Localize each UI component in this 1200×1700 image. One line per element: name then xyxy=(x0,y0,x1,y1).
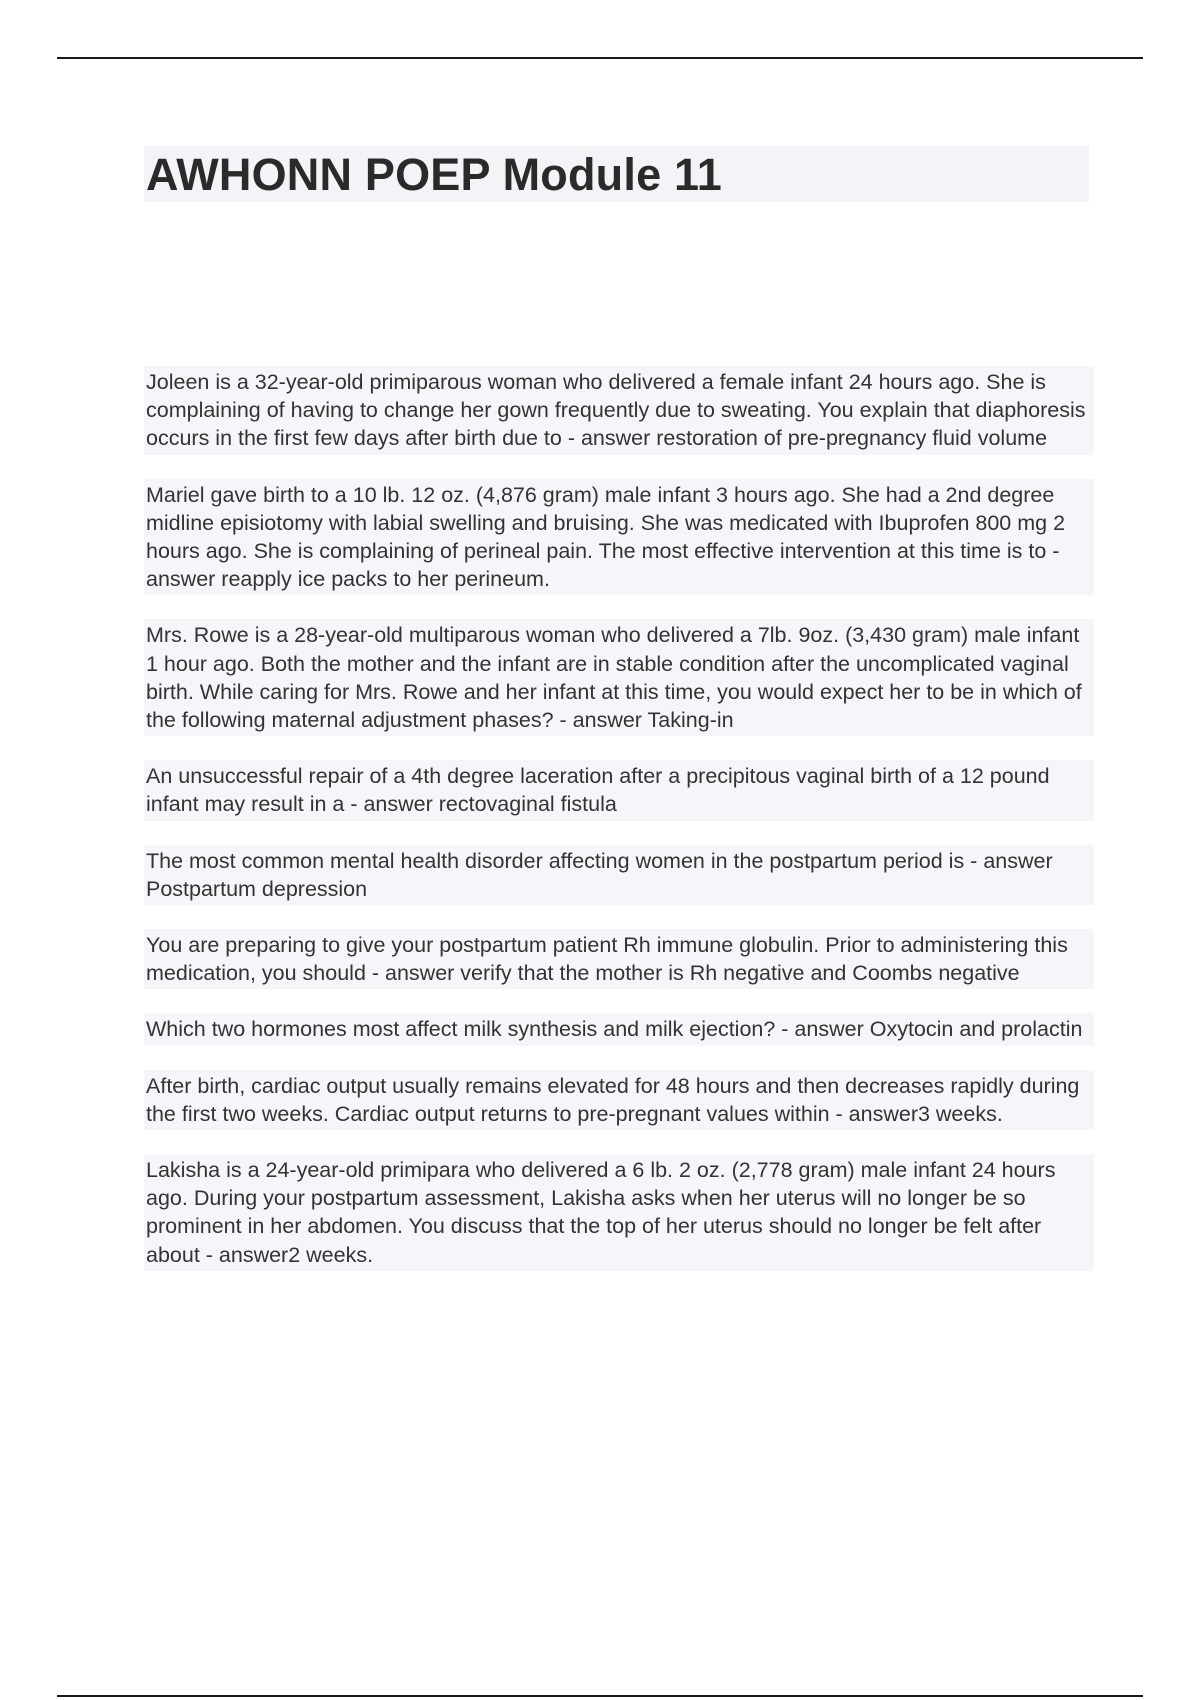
qa-list xyxy=(144,366,1094,1295)
qa-item: Mrs. Rowe is a 28-year-old multiparous woman who delivered a 7lb. 9oz. (3,430 gram) male infant 1 hour ago. Both the mother and the infant are in stable condition after the uncomplicated vaginal birth. While caring for Mrs. Rowe and her infant at this time, you would expect her to be in which of the following maternal adjustment phases? - answer Taking-in xyxy=(144,619,1094,736)
top-divider xyxy=(57,57,1143,59)
qa-item: The most common mental health disorder affecting women in the postpartum period is - answer Postpartum depression xyxy=(144,845,1094,905)
qa-item: Which two hormones most affect milk synthesis and milk ejection? - answer Oxytocin and prolactin xyxy=(144,1013,1094,1045)
page-title: AWHONN POEP Module 11 xyxy=(146,149,722,200)
qa-item: An unsuccessful repair of a 4th degree laceration after a precipitous vaginal birth of a 12 pound infant may result in a - answer rectovaginal fistula xyxy=(144,760,1094,820)
qa-item: Lakisha is a 24-year-old primipara who delivered a 6 lb. 2 oz. (2,778 gram) male infant 24 hours ago. During your postpartum assessment, Lakisha asks when her uterus will no longer be so prominent in her abdomen. You discuss that the top of her uterus should no longer be felt after about - answer2 weeks. xyxy=(144,1154,1094,1271)
qa-item: After birth, cardiac output usually remains elevated for 48 hours and then decreases rapidly during the first two weeks. Cardiac output returns to pre-pregnant values within - answer3 weeks. xyxy=(144,1070,1094,1130)
qa-item: Joleen is a 32-year-old primiparous woman who delivered a female infant 24 hours ago. She is complaining of having to change her gown frequently due to sweating. You explain that diaphoresis occurs in the first few days after birth due to - answer restoration of pre-pregnancy fluid volume xyxy=(144,366,1094,455)
qa-item: Mariel gave birth to a 10 lb. 12 oz. (4,876 gram) male infant 3 hours ago. She had a 2nd degree midline episiotomy with labial swelling and bruising. She was medicated with Ibuprofen 800 mg 2 hours ago. She is complaining of perineal pain. The most effective intervention at this time is to - answer reapply ice packs to her perineum. xyxy=(144,479,1094,596)
bottom-divider xyxy=(57,1695,1143,1697)
qa-item: You are preparing to give your postpartum patient Rh immune globulin. Prior to administering this medication, you should - answer verify that the mother is Rh negative and Coombs negative xyxy=(144,929,1094,989)
